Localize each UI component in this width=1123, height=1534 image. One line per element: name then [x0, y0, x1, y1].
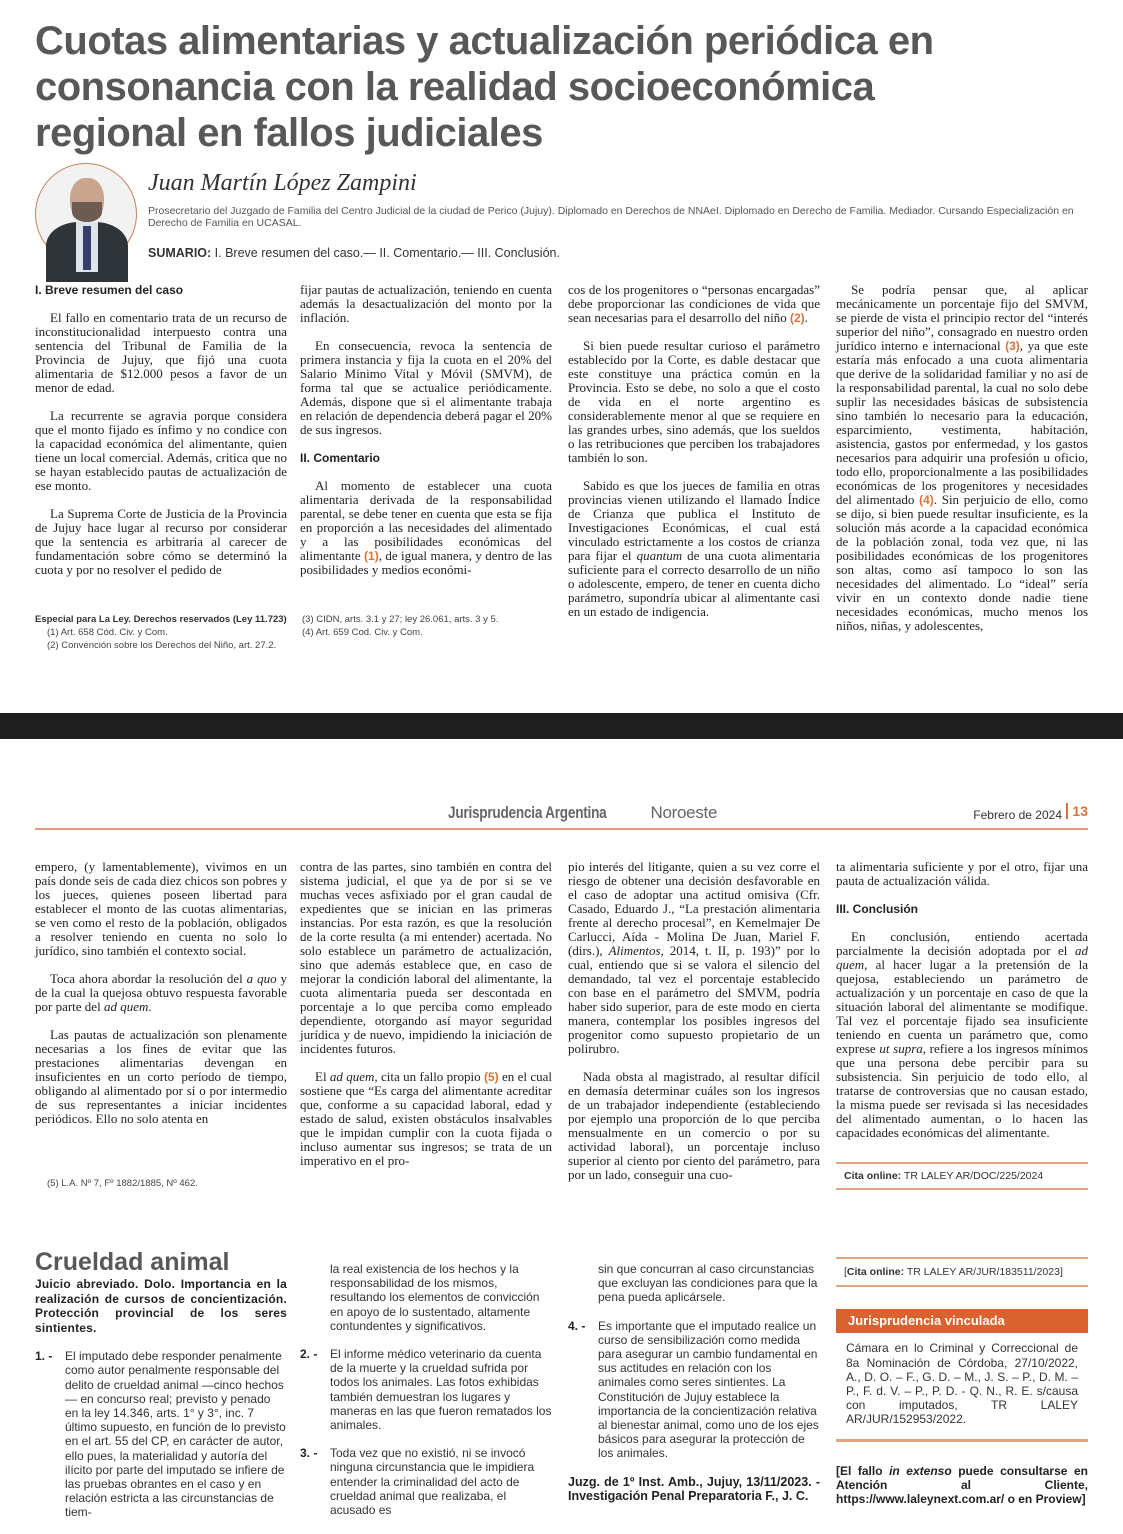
full-text-note	[836, 1464, 1088, 1507]
section-heading: II. Comentario	[300, 451, 381, 465]
text: en el cual sostiene que “Es carga del alimentante acreditar que, conforme a su capacidad laboral, edad y estado de salud, existen obstáculos insalvables que le impidan cumplir con la cuota fijada o incluso aumentar sus ingresos; se trata de un imperativo en el pro-	[300, 1069, 552, 1168]
paragraph	[568, 860, 820, 1056]
paragraph	[35, 972, 287, 1014]
text: , refiere a los ingresos mínimos que una persona debe percibir para su subsistencia. Sin perjuicio de todo ello, al tratarse de controversias que no causan estado, la misma puede ser revisada si las necesidades del alimentado aumentan, o lo hacen las capacidades económicas del alimentante.	[836, 1041, 1089, 1140]
footnote-heading: Especial para La Ley. Derechos reservados (Ley 11.723)	[35, 614, 287, 625]
paragraph	[568, 283, 820, 325]
item-text: El imputado debe responder penalmente como autor penalmente responsable del delito de crueldad animal —cinco hechos— en concurso real; previsto y penado en la ley 14.346, arts. 1° y 3°, inc. 7 último supuesto, en función de lo previsto en el art. 55 del CP, en carácter de autor, ello pues, la materialidad y autoría del ilícito por parte del imputado se infiere de las pruebas obrantes en el caso y en relación estricta a las circunstancias de tiem-	[65, 1349, 286, 1520]
issue-date: Febrero de 2024	[973, 808, 1062, 822]
page-number: 13	[1066, 803, 1088, 819]
text: 2014, t. II, p. 193)” por lo cual, entiendo que si se valora el silencio del demandado, tal vez el porcentaje establecido con base en el parámetro del SMVM, podría haber sido superior, para de este modo en cierta manera, contemplar los posibles ingresos del progenitor como supuesto propietario de un polirubro.	[568, 943, 820, 1056]
item-number: 3. -	[300, 1446, 318, 1461]
paragraph	[568, 479, 820, 619]
text: Sabido es que los jueces de familia en otras provincias vienen utilizando el llamado Índice de Crianza que publica el Instituto de Investigaciones Económicas, el cual está vinculado estrictamente a los costos de crianza para fijar el	[568, 478, 820, 563]
cita-value: TR LALEY AR/JUR/183511/2023]	[904, 1266, 1063, 1278]
note-text: [El fallo	[836, 1463, 890, 1478]
italic-text: quantum	[636, 548, 683, 563]
text: contra de las partes, sino también en contra del sistema judicial, el que ya de por si se ve muchas veces asfixiado por el gran caudal de expedientes que se inician en las primeras instancias. Por esta razón, es que la resolución de la corte resulta (a mi entender) acertada. No solo establece un parámetro de actualización, sino que además establece que, en caso de mejorar la condición laboral del alimentante, la cuota alimentaria pueda ser descontada en porcentaje a lo que perciba como empleado dependiente, otorgando así mayor seguridad jurídica y de nuevo, impidiendo la iniciación de incidentes futuros.	[300, 859, 552, 1056]
italic-text: a quo	[246, 971, 277, 986]
summary-item-4	[568, 1319, 820, 1461]
section-title: Crueldad animal	[35, 1248, 230, 1276]
paragraph	[300, 283, 552, 325]
sumario	[148, 246, 560, 260]
related-jurisprudence-body: Cámara en lo Criminal y Correccional de 8a Nominación de Córdoba, 27/10/2022, A., D. O. – F., G. D. – M., J. S. – P., D. M. – P., F. d. V. – P., P. D. - Q. N., R. E. s/causa con imputados, TR LALEY AR/JUR/152953/2022.	[836, 1333, 1088, 1441]
footnote: (2) Convención sobre los Derechos del Niño, art. 27.2.	[47, 640, 277, 651]
text: pio interés del litigante, quien a su vez corre el riesgo de obtener una decisión desfavorable en el caso de adoptar una actitud omisiva (Cfr. Casado, Eduardo J., “La prestación alimentaria frente al derecho procesal”, en Kemelmajer De Carlucci, Aída - Molina De Juan, Mariel F. (dirs.),	[568, 859, 820, 958]
footnote: (5) L.A. Nº 7, Fº 1882/1885, Nº 462.	[47, 1178, 198, 1189]
footnote-ref[interactable]: (1)	[364, 549, 379, 563]
paragraph	[568, 1070, 820, 1182]
p2-column-4	[836, 860, 1088, 1154]
footnote: (4) Art. 659 Cod. Civ. y Com.	[302, 627, 423, 638]
note-italic: in extenso	[889, 1463, 952, 1478]
footnote: (1) Art. 658 Cód. Civ. y Com.	[47, 627, 168, 638]
text: El fallo en comentario trata de un recurso de inconstitucionalidad interpuesto contra una sentencia del Tribunal de Familia de la Provincia de Jujuy, que fijó una cuota alimentaria de $12.000 pesos a favor de un menor de edad.	[35, 310, 287, 395]
text: de una cuota alimentaria suficiente para el correcto desarrollo de un niño o adolescente, empero, de tener en cuenta dicho parámetro, supondría ubicar al alimentante casi en un estado de indigencia.	[568, 548, 820, 619]
footnotes-left	[35, 613, 290, 652]
author-photo	[35, 163, 137, 265]
paragraph	[836, 930, 1088, 1140]
publication-name-bold: Jurisprudencia Argentina	[448, 803, 607, 822]
p1-column-3	[568, 283, 820, 633]
italic-text: Alimentos,	[608, 943, 664, 958]
text: , al hacer lugar a la pretensión de la quejosa, estableciendo un parámetro de actualización y un porcentaje en caso de que la situación laboral del alimentante se modifique. Tal vez el porcentaje fijado sea insuficiente teniendo en cuenta un parámetro que, como exprese	[836, 957, 1088, 1056]
italic-text: ad quem	[836, 943, 1088, 972]
summary-item-3	[300, 1446, 552, 1517]
text: La Suprema Corte de Justicia de la Provincia de Jujuy hace lugar al recurso por considerar que la sentencia es arbitraria al carecer de fundamentación sobre cómo se determinó la cuota y por no resolver el pedido de	[35, 506, 287, 577]
text: Al momento de establecer una cuota alimentaria derivada de la responsabilidad parental, se debe tener en cuenta que esta se fija en proporción a las necesidades del alimentado y a las posibilidades económicas del alimentante	[300, 478, 552, 563]
publication-name-rest: Noroeste	[646, 803, 718, 822]
italic-text: ad quem	[103, 999, 149, 1014]
paragraph	[568, 339, 820, 465]
note-text: puede consultarse en Atención al Cliente, https://www.laleynext.com.ar/ o en Proview]	[836, 1463, 1088, 1507]
crueldad-column-4	[836, 1257, 1088, 1506]
item-number: 1. -	[35, 1349, 53, 1364]
footnote-ref[interactable]: (5)	[483, 1070, 499, 1084]
footnote-ref[interactable]: (2)	[789, 311, 805, 325]
item-number: 2. -	[300, 1347, 318, 1362]
p1-column-2	[300, 283, 552, 591]
footnotes-right	[302, 613, 557, 639]
summary-item-1	[35, 1349, 287, 1519]
section-heading: III. Conclusión	[836, 902, 919, 916]
item-text: Toda vez que no existió, ni se invocó ninguna circunstancia que le impidiera entender la criminalidad del acto de crueldad animal que realizaba, el acusado es	[330, 1446, 535, 1518]
text: . Sin perjuicio de ello, como se dijo, si bien puede resultar insuficiente, es la solución más acorde a la capacidad económica de la población zonal, toda vez que, ni las posibilidades económicas de los progenitores son altas, como así tampoco lo son las necesidades del alimentado. Lo “ideal” sería vivir en un contexto donde nadie tiene necesidades económicas, mucho menos los niños, niñas, y adolescentes,	[836, 492, 1089, 633]
paragraph	[35, 409, 287, 493]
text: , ya que este estaría más enfocado a una cuota alimentaria que derive de la solidaridad familiar y no así de la responsabilidad parental, la cual no solo debe suplir las necesidades básicas de subsistencia sino también lo necesario para la educación, esparcimiento, vestimenta, habitación, asistencia, gastos por enfermedad, y los gastos necesarios para adquirir una profesión u oficio, todo ello, proporcionalmente a las posibilidades económicas de los progenitores y necesidades del alimentado	[836, 338, 1088, 507]
sumario-label: SUMARIO:	[148, 246, 212, 260]
author-bio: Prosecretario del Juzgado de Familia del Centro Judicial de la ciudad de Perico (Jujuy). Diplomado en Derechos de NNAeI. Diplomado en Derecho de Familia. Mediador. Cursando Especialización en Derecho de Familia en UCASAL.	[148, 205, 1074, 229]
text: .	[148, 999, 152, 1014]
footnote: (3) CIDN, arts. 3.1 y 27; ley 26.061, arts. 3 y 5.	[302, 614, 499, 625]
text: En consecuencia, revoca la sentencia de primera instancia y fija la cuota en el 20% del Salario Mínimo Vital y Móvil (SMVM), de forma tal que se actualice periódicamente. Además, dispone que si el alimentante trabaja en relación de dependencia deberá pagar el 20% de sus ingresos.	[300, 338, 552, 437]
text: fijar pautas de actualización, teniendo en cuenta además la desactualización del monto por la inflación.	[300, 282, 552, 325]
paragraph	[35, 507, 287, 577]
page-separator	[0, 713, 1123, 739]
text: En conclusión, entiendo acertada parcialmente la decisión adoptada por el	[836, 929, 1088, 958]
paragraph	[35, 1028, 287, 1126]
text: empero, (y lamentablemente), vivimos en un país donde seis de cada diez chicos son pobres y los jueces, quienes poseen libertad para establecer el monto de las cuotas alimentarias, se ven como el resto de la población, obligados a resolver teniendo en cuenta no solo lo jurídico, sino también el contexto social.	[35, 859, 287, 958]
court-citation: Juzg. de 1º Inst. Amb., Jujuy, 13/11/2023. - Investigación Penal Preparatoria F., J. C.	[568, 1474, 820, 1503]
text: , cita un fallo propio	[374, 1069, 484, 1084]
section-heading: I. Breve resumen del caso	[35, 283, 184, 297]
text: ta alimentaria suficiente y por el otro, fijar una pauta de actualización válida.	[836, 859, 1088, 888]
italic-text: ut supra	[879, 1041, 923, 1056]
section-subtitle: Juicio abreviado. Dolo. Importancia en la realización de cursos de concientización. Protección provincial de los seres sintientes.	[35, 1277, 287, 1335]
paragraph	[35, 311, 287, 395]
author-name: Juan Martín López Zampini	[148, 170, 417, 196]
paragraph	[300, 479, 552, 577]
sumario-text: I. Breve resumen del caso.— II. Comentario.— III. Conclusión.	[211, 246, 560, 260]
crueldad-column-3	[568, 1262, 820, 1503]
p2-column-3	[568, 860, 820, 1196]
paragraph	[35, 860, 287, 958]
footnote-ref[interactable]: (3)	[1005, 339, 1020, 353]
paragraph	[300, 339, 552, 437]
text: Toca ahora abordar la resolución del	[50, 971, 247, 986]
bracket: [	[844, 1266, 847, 1278]
related-jurisprudence-heading: Jurisprudencia vinculada	[836, 1309, 1088, 1333]
text: La recurrente se agravia porque considera que el monto fijado es ínfimo y no condice con la capacidad económica del alimentante, quien tiene un local comercial. Además, critica que no se hayan establecido pautas de actualización de ese monto.	[35, 408, 287, 493]
p1-column-4	[836, 283, 1088, 647]
cita-value: TR LALEY AR/DOC/225/2024	[901, 1170, 1044, 1182]
text: Las pautas de actualización son plenamente necesarias a los fines de evitar que las prestaciones alimentarias devengan en insuficientes en un corto período de tiempo, obligando al alimentado por sí o por intermedio de sus representantes a iniciar incidentes periódicos. Ello no solo atenta en	[35, 1027, 287, 1126]
item-text: El informe médico veterinario da cuenta de la muerte y la crueldad sufrida por todos los animales. Las fotos exhibidas también demuestran los lugares y maneras en las que fueron rematados los animales.	[330, 1347, 552, 1433]
text: Se podría pensar que, al aplicar mecánicamente un porcentaje fijo del SMVM, se pierde de vista el principio rector del “interés superior del niño”, consagrado en nuestro orden jurídico interno e internacional	[836, 282, 1088, 353]
cita-online	[836, 1257, 1088, 1287]
paragraph	[836, 860, 1088, 888]
text: y de la cual la quejosa obtuvo respuesta favorable por parte del	[35, 971, 288, 1014]
cita-label: Cita online:	[846, 1266, 905, 1278]
footnote-ref[interactable]: (4)	[919, 493, 934, 507]
publication-name	[448, 803, 717, 823]
text: cos de los progenitores o “personas encargadas” debe proporcionar las condiciones de vida que sean necesarias para el desarrollo del niño	[568, 282, 820, 325]
paragraph	[300, 860, 552, 1056]
italic-text: ad quem	[329, 1069, 375, 1084]
item-1-continued: la real existencia de los hechos y la responsabilidad de los mismos, resultando los elementos de convicción en apoyo de lo sustentado, altamente contundentes y significativos.	[330, 1262, 540, 1333]
p2-column-2	[300, 860, 552, 1182]
text: El	[315, 1069, 330, 1084]
summary-item-2	[300, 1347, 552, 1432]
paragraph	[300, 1070, 552, 1168]
p1-column-1	[35, 283, 287, 591]
article-title: Cuotas alimentarias y actualización periódica en consonancia con la realidad socioeconómica regional en fallos judiciales	[35, 19, 934, 155]
item-3-continued: sin que concurran al caso circunstancias que excluyan las condiciones para que la pena pueda aplicársele.	[598, 1262, 818, 1305]
text: .	[804, 310, 808, 325]
item-text: Es importante que el imputado realice un curso de sensibilización como medida para asegurar un cambio fundamental en sus actitudes en relación con los animales como seres sintientes. La Constitución de Jujuy establece la importancia de la concientización relativa al bienestar animal, como uno de los ejes básicos para asegurar la protección de los animales.	[598, 1318, 819, 1461]
crueldad-column-1	[35, 1248, 287, 1534]
item-number: 4. -	[568, 1318, 586, 1333]
p2-column-1	[35, 860, 287, 1140]
text: Si bien puede resultar curioso el parámetro establecido por la Corte, es dable destacar que este constituye una práctica común en la Provincia. Esto se debe, no solo a que el costo de vida en el norte argentino es considerablemente menor al que se requiere en las grandes urbes, sino además, que los sueldos o las retribuciones que perciben los trabajadores también lo son.	[568, 338, 820, 465]
text: Nada obsta al magistrado, al resultar difícil en demasía determinar cuáles son los ingresos de un trabajador independiente (estableciendo por ejemplo una proporción de lo que perciba mensualmente en un comercio o por su actividad laboral), un porcentaje incluso superior al ciento por ciento del parámetro, para por un lado, conseguir una cuo-	[568, 1069, 820, 1182]
text: , de igual manera, y dentro de las posibilidades y medios económi-	[300, 548, 552, 577]
page-header	[35, 800, 1088, 830]
crueldad-column-2	[300, 1262, 552, 1518]
paragraph	[836, 283, 1088, 633]
cita-label: Cita online:	[844, 1170, 902, 1182]
cita-online	[836, 1162, 1088, 1190]
